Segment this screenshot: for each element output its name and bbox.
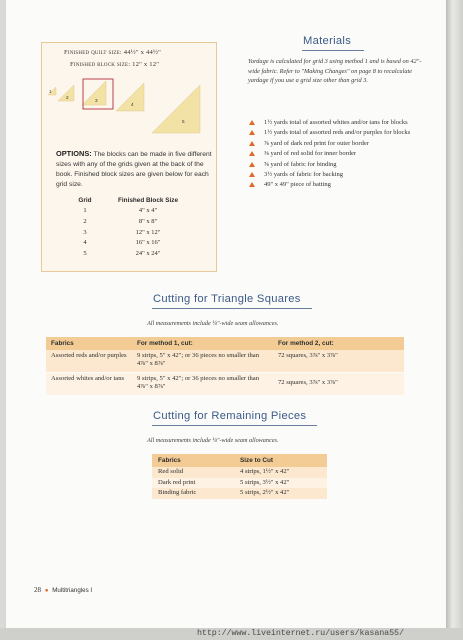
cutting-triangles-title: Cutting for Triangle Squares: [153, 293, 301, 305]
grid-row: [68, 216, 198, 227]
materials-item-text: 1½ yards total of assorted reds and/or purples for blocks: [264, 129, 411, 137]
fabrics-header: Fabrics: [51, 340, 74, 347]
finished-block-value: 12" x 12": [132, 61, 160, 68]
materials-item-text: ⅝ yard of fabric for binding: [264, 160, 337, 168]
finished-block-size: [70, 61, 159, 68]
table-header-row: [46, 337, 404, 350]
table-row: [46, 350, 404, 372]
block-size: 4" x 4": [138, 207, 158, 215]
method1-cell: 9 strips, 5" x 42"; or 36 pieces no smaller than 4⅞" x 8⅞": [137, 352, 260, 368]
quilt-info-box: [41, 42, 217, 272]
materials-item: [244, 160, 434, 169]
grid-row: [68, 227, 198, 238]
triangle-label-1: 1: [49, 89, 52, 94]
fabric-cell: Red solid: [158, 468, 184, 475]
materials-item: [244, 180, 434, 189]
options-label: OPTIONS:: [56, 149, 92, 158]
orange-triangle-bullet-icon: [249, 141, 255, 146]
table-row: [152, 488, 327, 499]
grid-number: 2: [83, 217, 87, 225]
book-page: [6, 0, 446, 628]
materials-item: [244, 139, 434, 148]
materials-item-text: ⅞ yard of dark red print for outer border: [264, 139, 369, 147]
materials-item-text: 49" x 49" piece of batting: [264, 181, 331, 189]
finished-quilt-label: Finished quilt size:: [64, 49, 122, 56]
table-header-row: [152, 454, 327, 467]
footer-dot-icon: ●: [44, 587, 49, 594]
size-cell: 4 strips, 1½" x 42": [240, 468, 290, 475]
table-row: [152, 478, 327, 489]
fabric-cell: Dark red print: [158, 478, 196, 486]
page-footer: [34, 586, 92, 594]
method1-cell: 9 strips, 5" x 42"; or 36 pieces no smaller than 4⅞" x 8⅞": [137, 375, 260, 391]
grid-row: [68, 248, 198, 259]
materials-item: [244, 118, 434, 127]
orange-triangle-bullet-icon: [249, 151, 255, 156]
block-size: 24" x 24": [135, 249, 161, 257]
materials-item: [244, 149, 434, 158]
book-spine: [446, 0, 463, 640]
fabric-cell: Assorted reds and/or purples: [51, 352, 127, 359]
triangle-label-5: 5: [182, 119, 185, 124]
grid-row: [68, 237, 198, 248]
triangle-3: [82, 81, 106, 105]
triangle-5: [152, 85, 200, 133]
block-size: 8" x 8": [138, 217, 158, 225]
grid-number: 1: [83, 207, 87, 215]
grid-table-header: [68, 195, 198, 206]
fabric-cell: Binding fabric: [158, 489, 197, 496]
materials-title-rule: [302, 50, 364, 51]
fabric-cell: Assorted whites and/or tans: [51, 375, 125, 382]
materials-item: [244, 170, 434, 179]
orange-triangle-bullet-icon: [249, 162, 255, 167]
method2-cell: 72 squares, 3⅞" x 3⅞": [278, 379, 338, 386]
method2-header: For method 2, cut:: [278, 340, 334, 347]
finished-block-label: Finished block size:: [70, 61, 131, 68]
cutting-remaining-table: [152, 454, 327, 499]
finished-quilt-size: [64, 49, 161, 56]
section-name: Multitriangles I: [52, 587, 93, 594]
size-cell: 5 strips, 3½" x 42": [240, 478, 290, 486]
cutting-triangles-rule: [152, 308, 312, 309]
page-number: 28: [34, 586, 41, 594]
cutting-remaining-title: Cutting for Remaining Pieces: [153, 410, 307, 422]
materials-title: Materials: [303, 35, 352, 47]
grid-size-triangles: [42, 73, 218, 143]
orange-triangle-bullet-icon: [249, 172, 255, 177]
orange-triangle-bullet-icon: [249, 182, 255, 187]
triangle-label-4: 4: [131, 102, 134, 107]
grid-number: 5: [83, 249, 87, 257]
size-header: Size to Cut: [240, 457, 274, 464]
triangle-label-2: 2: [66, 95, 69, 100]
triangle-4: [116, 83, 144, 111]
materials-item-text: 1½ yards total of assorted whites and/or tans for blocks: [264, 119, 408, 126]
options-text: The blocks can be made in five different sizes with any of the grids given at the back of the book. Finished block sizes are given below for each grid size.: [56, 151, 212, 188]
table-row: [46, 373, 404, 395]
materials-item: [244, 128, 434, 137]
watermark-url: http://www.liveinternet.ru/users/kasana55/: [197, 628, 404, 638]
finished-quilt-value: 44½" x 44½": [123, 49, 162, 56]
fabrics-header: Fabrics: [158, 457, 181, 464]
grid-row: [68, 206, 198, 217]
orange-triangle-bullet-icon: [249, 120, 255, 125]
grid-size-table: [68, 195, 198, 259]
table-row: [152, 467, 327, 478]
orange-triangle-bullet-icon: [249, 130, 255, 135]
materials-item-text: 3½ yards of fabric for backing: [264, 170, 344, 178]
block-size-header: Finished Block Size: [117, 196, 178, 204]
cutting-triangles-note: All measurements include ¼"-wide seam allowances.: [147, 320, 279, 327]
materials-list: [244, 118, 434, 191]
method2-cell: 72 squares, 3⅞" x 3⅞": [278, 352, 338, 359]
grid-header: Grid: [78, 196, 92, 204]
block-size: 16" x 16": [135, 239, 161, 247]
size-cell: 5 strips, 2½" x 42": [240, 489, 290, 496]
grid-number: 3: [83, 228, 87, 236]
triangle-label-3: 3: [95, 98, 98, 103]
options-paragraph: [56, 149, 214, 190]
method1-header: For method 1, cut:: [137, 340, 193, 347]
block-size: 12" x 12": [135, 228, 161, 236]
grid-number: 4: [83, 239, 87, 247]
cutting-remaining-note: All measurements include ¼"-wide seam allowances.: [147, 437, 279, 444]
cutting-remaining-rule: [152, 425, 317, 426]
materials-intro: Yardage is calculated for grid 3 using method 1 and is based on 42"-wide fabric. Refer to "Making Changes" on page 8 to recalculate yardage if you use a grid size other than grid 3.: [248, 58, 422, 85]
materials-item-text: ⅜ yard of red solid for inner border: [264, 150, 357, 158]
